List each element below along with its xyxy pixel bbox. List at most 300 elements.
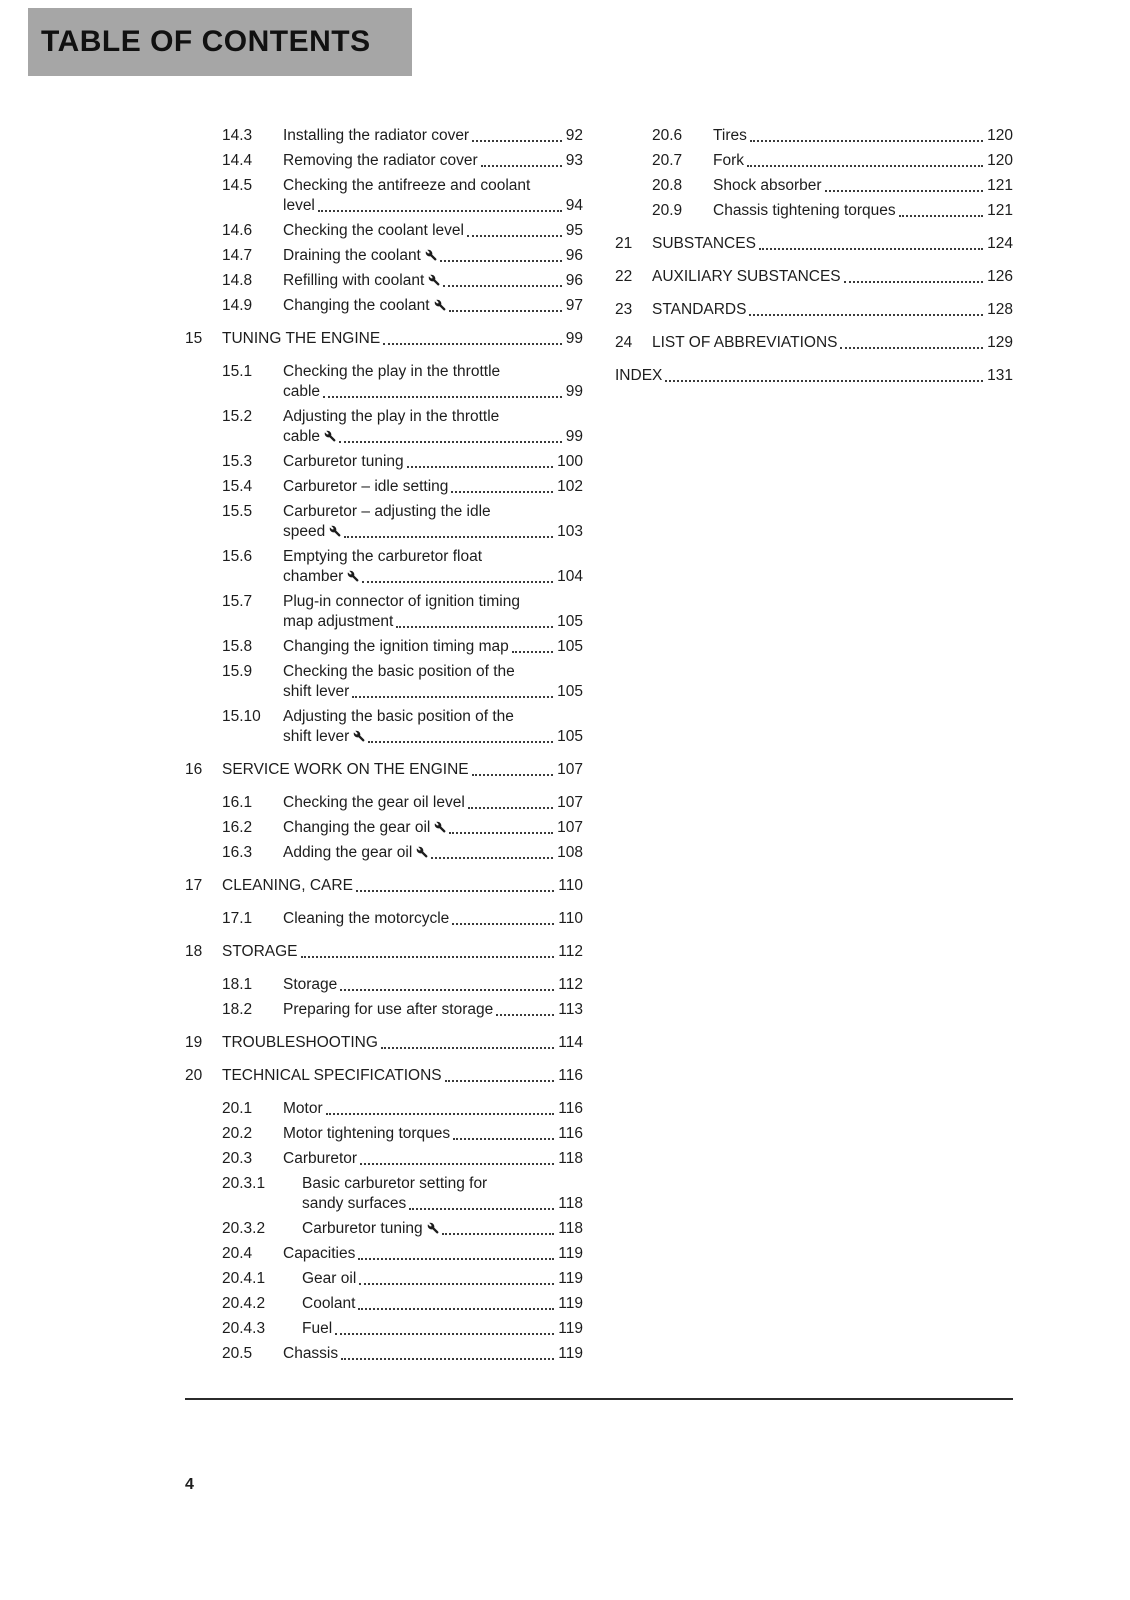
toc-entry-page: 96 [565, 247, 583, 264]
toc-entry-body [283, 126, 583, 146]
toc-entry-page: 112 [558, 943, 583, 960]
toc-entry-number: 23 [615, 301, 633, 318]
dot-leader [407, 466, 554, 468]
dot-leader [481, 165, 562, 167]
toc-entry-page: 102 [557, 478, 583, 495]
toc-entry-row [222, 502, 583, 542]
toc-entry-title: Draining the coolant [283, 246, 437, 266]
toc-entry-title-line: Checking the basic position of the [283, 663, 515, 680]
dot-leader [750, 140, 983, 142]
toc-entry-row [222, 1244, 583, 1264]
toc-entry-row [615, 366, 1013, 386]
toc-entry-title: Installing the radiator cover [283, 127, 470, 144]
toc-entry-page: 113 [558, 1001, 583, 1018]
dot-leader [440, 260, 562, 262]
toc-entry-row [222, 126, 583, 146]
toc-entry-row [222, 1319, 583, 1339]
toc-entry-row [222, 818, 583, 838]
toc-entry-body [283, 909, 583, 929]
dot-leader [449, 310, 562, 312]
toc-entry-body [222, 1033, 583, 1053]
toc-entry-title: level [283, 197, 315, 214]
toc-entry-number: 15.10 [222, 708, 261, 725]
toc-entry-title-line: Adjusting the basic position of the [283, 708, 514, 725]
toc-entry-body [283, 1000, 583, 1020]
toc-entry-row [222, 1294, 583, 1314]
toc-entry-row [652, 201, 1013, 221]
toc-entry-title-line: Basic carburetor setting for [302, 1175, 488, 1192]
toc-entry-row [222, 1174, 583, 1214]
toc-chapter-row [185, 329, 583, 349]
toc-entry-title: Changing the gear oil [283, 818, 446, 838]
toc-entry-number: 16 [185, 761, 203, 778]
dot-leader [368, 741, 553, 743]
toc-entry-title-line: Plug-in connector of ignition timing [283, 593, 520, 610]
toc-entry-body [283, 362, 583, 402]
toc-entry-body [222, 1066, 583, 1086]
toc-entry-number: 14.7 [222, 247, 253, 264]
toc-entry-body [283, 452, 583, 472]
dot-leader [472, 140, 562, 142]
toc-entry-title: Chassis [283, 1345, 339, 1362]
dot-leader [409, 1208, 554, 1210]
toc-entry-title-line: Carburetor – adjusting the idle [283, 503, 491, 520]
toc-entry-number: 15.1 [222, 363, 253, 380]
toc-entry-body [283, 221, 583, 241]
dot-leader [665, 380, 983, 382]
toc-entry-title: Checking the coolant level [283, 222, 464, 239]
toc-entry-page: 131 [987, 367, 1013, 384]
toc-entry-number: 16.3 [222, 844, 253, 861]
toc-entry-page: 96 [565, 272, 583, 289]
toc-entry-page: 114 [558, 1034, 583, 1051]
toc-entry-page: 119 [558, 1270, 583, 1287]
toc-entry-title: Tires [713, 127, 747, 144]
toc-entry-number: 14.3 [222, 127, 253, 144]
toc-entry-number: 15 [185, 330, 203, 347]
dot-leader [749, 314, 983, 316]
toc-entry-number: 19 [185, 1034, 203, 1051]
toc-entry-title: Removing the radiator cover [283, 152, 478, 169]
toc-chapter-row [185, 760, 583, 780]
toc-entry-title: cable [283, 427, 336, 447]
toc-entry-title: Gear oil [302, 1270, 357, 1287]
toc-entry-page: 116 [558, 1125, 583, 1142]
toc-entry-title: shift lever [283, 727, 365, 747]
toc-entry-title: Shock absorber [713, 177, 822, 194]
toc-entry-title: speed [283, 522, 341, 542]
toc-entry-title: STANDARDS [652, 301, 747, 318]
toc-entry-title: Refilling with coolant [283, 271, 440, 291]
toc-entry-body [713, 201, 1013, 221]
dot-leader [356, 890, 554, 892]
dot-leader [840, 347, 983, 349]
dot-leader [323, 396, 562, 398]
toc-entry-title: AUXILIARY SUBSTANCES [652, 268, 841, 285]
toc-entry-title: STORAGE [222, 943, 298, 960]
toc-entry-body [283, 407, 583, 447]
toc-entry-page: 94 [565, 197, 583, 214]
toc-entry-title: SERVICE WORK ON THE ENGINE [222, 761, 469, 778]
toc-entry-row [222, 1124, 583, 1144]
toc-entry-title-line: Checking the play in the throttle [283, 363, 501, 380]
toc-entry-row [222, 296, 583, 316]
dot-leader [340, 989, 554, 991]
dot-leader [326, 1113, 555, 1115]
toc-entry-title-line: Adjusting the play in the throttle [283, 408, 500, 425]
wrench-icon [427, 1222, 439, 1234]
toc-entry-row [222, 707, 583, 747]
toc-entry-body [222, 876, 583, 896]
dot-leader [443, 285, 561, 287]
toc-entry-row [222, 221, 583, 241]
toc-entry-row [652, 151, 1013, 171]
wrench-icon [434, 299, 446, 311]
toc-entry-number: 17 [185, 877, 203, 894]
toc-entry-body [652, 234, 1013, 254]
toc-entry-row [222, 271, 583, 291]
toc-entry-body [283, 637, 583, 657]
toc-entry-body [222, 329, 583, 349]
toc-entry-title: Carburetor tuning [302, 1219, 439, 1239]
toc-entry-page: 93 [565, 152, 583, 169]
toc-entry-body [283, 843, 583, 863]
toc-entry-page: 121 [987, 177, 1013, 194]
toc-entry-number: 14.5 [222, 177, 253, 194]
toc-entry-title: Changing the ignition timing map [283, 638, 509, 655]
toc-entry-row [222, 662, 583, 702]
toc-entry-row [222, 975, 583, 995]
toc-entry-title: cable [283, 383, 321, 400]
toc-entry-number: 17.1 [222, 910, 253, 927]
toc-entry-row [222, 909, 583, 929]
toc-entry-row [652, 126, 1013, 146]
toc-entry-page: 118 [558, 1220, 583, 1237]
toc-entry-page: 107 [557, 761, 583, 778]
toc-entry-number: 15.7 [222, 593, 253, 610]
toc-entry-body [283, 975, 583, 995]
toc-entry-title: Chassis tightening torques [713, 202, 896, 219]
dot-leader [381, 1047, 554, 1049]
toc-entry-title: CLEANING, CARE [222, 877, 353, 894]
toc-entry-title: TUNING THE ENGINE [222, 330, 381, 347]
toc-entry-row [222, 452, 583, 472]
toc-entry-number: 20.9 [652, 202, 683, 219]
toc-entry-row [652, 176, 1013, 196]
toc-entry-number: 15.4 [222, 478, 253, 495]
toc-entry-title: Changing the coolant [283, 296, 446, 316]
footer-page-number: 4 [185, 1476, 194, 1493]
toc-entry-row [222, 1000, 583, 1020]
toc-entry-number: 22 [615, 268, 633, 285]
toc-entry-page: 92 [565, 127, 583, 144]
toc-entry-body [283, 176, 583, 216]
toc-entry-body [652, 333, 1013, 353]
toc-entry-body [283, 1244, 583, 1264]
dot-leader [358, 1308, 554, 1310]
toc-entry-body [283, 502, 583, 542]
toc-entry-title: Fuel [302, 1320, 333, 1337]
toc-entry-row [222, 176, 583, 216]
dot-leader [467, 235, 562, 237]
toc-entry-body [713, 176, 1013, 196]
toc-entry-number: 15.2 [222, 408, 253, 425]
dot-leader [472, 774, 554, 776]
toc-entry-number: 20.3.1 [222, 1175, 266, 1192]
toc-column-left [185, 126, 583, 1369]
toc-entry-page: 105 [557, 683, 583, 700]
toc-entry-row [222, 547, 583, 587]
toc-entry-title: Preparing for use after storage [283, 1001, 494, 1018]
toc-entry-body [283, 296, 583, 316]
toc-entry-page: 108 [557, 844, 583, 861]
toc-entry-number: 21 [615, 235, 633, 252]
toc-entry-body [283, 271, 583, 291]
toc-entry-row [222, 151, 583, 171]
toc-entry-page: 107 [557, 794, 583, 811]
dot-leader [360, 1163, 554, 1165]
dot-leader [431, 857, 553, 859]
toc-entry-page: 116 [558, 1100, 583, 1117]
toc-entry-row [222, 246, 583, 266]
dot-leader [512, 651, 553, 653]
toc-entry-title: Carburetor – idle setting [283, 478, 449, 495]
wrench-icon [428, 274, 440, 286]
dot-leader [396, 626, 553, 628]
toc-entry-page: 119 [558, 1295, 583, 1312]
toc-entry-body [283, 592, 583, 632]
toc-entry-row [222, 362, 583, 402]
toc-entry-number: 14.9 [222, 297, 253, 314]
toc-entry-number: 15.5 [222, 503, 253, 520]
toc-entry-body [713, 126, 1013, 146]
toc-entry-title: Coolant [302, 1295, 356, 1312]
toc-entry-page: 100 [557, 453, 583, 470]
toc-entry-body [283, 547, 583, 587]
wrench-icon [434, 821, 446, 833]
toc-entry-number: 15.6 [222, 548, 253, 565]
toc-entry-page: 105 [557, 728, 583, 745]
dot-leader [383, 343, 562, 345]
toc-entry-row [222, 1099, 583, 1119]
toc-entry-number: 20.4.2 [222, 1295, 266, 1312]
toc-entry-page: 124 [987, 235, 1013, 252]
toc-entry-number: 20 [185, 1067, 203, 1084]
toc-entry-number: 20.3 [222, 1150, 253, 1167]
toc-entry-number: 15.8 [222, 638, 253, 655]
toc-entry-body [283, 246, 583, 266]
dot-leader [352, 696, 553, 698]
dot-leader [362, 581, 553, 583]
toc-entry-number: 18.1 [222, 976, 253, 993]
toc-entry-page: 99 [565, 383, 583, 400]
toc-entry-title: SUBSTANCES [652, 235, 756, 252]
dot-leader [449, 832, 553, 834]
toc-entry-page: 116 [558, 1067, 583, 1084]
toc-entry-title-line: Checking the antifreeze and coolant [283, 177, 531, 194]
toc-entry-number: 15.3 [222, 453, 253, 470]
toc-entry-title: Carburetor [283, 1150, 358, 1167]
toc-entry-body [652, 267, 1013, 287]
toc-entry-body [283, 818, 583, 838]
toc-entry-body [283, 1149, 583, 1169]
toc-entry-number: 16.1 [222, 794, 253, 811]
toc-entry-body [283, 662, 583, 702]
wrench-icon [425, 249, 437, 261]
toc-entry-page: 105 [557, 638, 583, 655]
toc-entry-number: 24 [615, 334, 633, 351]
dot-leader [301, 956, 555, 958]
dot-leader [453, 1138, 554, 1140]
toc-entry-page: 97 [565, 297, 583, 314]
toc-entry-title: Capacities [283, 1245, 356, 1262]
toc-entry-row [222, 1269, 583, 1289]
dot-leader [359, 1283, 554, 1285]
toc-chapter-row [615, 333, 1013, 353]
toc-entry-title: Fork [713, 152, 744, 169]
toc-entry-page: 99 [565, 330, 583, 347]
dot-leader [445, 1080, 555, 1082]
toc-entry-number: 20.2 [222, 1125, 253, 1142]
toc-entry-title: TROUBLESHOOTING [222, 1034, 378, 1051]
toc-chapter-row [615, 300, 1013, 320]
toc-entry-title: map adjustment [283, 613, 394, 630]
toc-entry-page: 110 [558, 910, 583, 927]
toc-entry-page: 103 [557, 523, 583, 540]
toc-entry-title: Motor tightening torques [283, 1125, 451, 1142]
dot-leader [825, 190, 984, 192]
toc-entry-body [283, 151, 583, 171]
dot-leader [844, 281, 983, 283]
wrench-icon [347, 570, 359, 582]
toc-entry-page: 104 [557, 568, 583, 585]
toc-entry-page: 121 [987, 202, 1013, 219]
toc-chapter-row [185, 876, 583, 896]
toc-entry-body [222, 942, 583, 962]
toc-entry-title: LIST OF ABBREVIATIONS [652, 334, 838, 351]
toc-entry-number: 20.1 [222, 1100, 253, 1117]
toc-chapter-row [185, 942, 583, 962]
toc-entry-page: 107 [557, 819, 583, 836]
dot-leader [451, 491, 553, 493]
wrench-icon [353, 730, 365, 742]
dot-leader [899, 215, 983, 217]
toc-entry-page: 120 [987, 127, 1013, 144]
toc-entry-number: 20.8 [652, 177, 683, 194]
toc-entry-page: 129 [987, 334, 1013, 351]
toc-entry-body [302, 1219, 583, 1239]
toc-chapter-row [615, 267, 1013, 287]
dot-leader [468, 807, 553, 809]
toc-entry-body [283, 707, 583, 747]
toc-entry-body [302, 1174, 583, 1214]
toc-entry-number: 15.9 [222, 663, 253, 680]
toc-entry-body [283, 1099, 583, 1119]
toc-entry-row [222, 592, 583, 632]
toc-column-right [615, 126, 1013, 1369]
dot-leader [344, 536, 553, 538]
toc-entry-row [222, 1149, 583, 1169]
toc-entry-title: Storage [283, 976, 338, 993]
toc-entry-page: 119 [558, 1345, 583, 1362]
toc-entry-title: sandy surfaces [302, 1195, 407, 1212]
dot-leader [318, 210, 562, 212]
toc-entry-page: 119 [558, 1320, 583, 1337]
toc-entry-number: 20.4.1 [222, 1270, 266, 1287]
toc-entry-number: 20.5 [222, 1345, 253, 1362]
toc-chapter-row [185, 1066, 583, 1086]
toc-entry-page: 95 [565, 222, 583, 239]
toc-entry-number: 20.6 [652, 127, 683, 144]
page-header-band [28, 8, 412, 76]
dot-leader [442, 1233, 555, 1235]
toc-entry-page: 99 [565, 428, 583, 445]
toc-entry-number: 14.8 [222, 272, 253, 289]
toc-entry-body [615, 366, 1013, 386]
dot-leader [759, 248, 983, 250]
toc-entry-body [302, 1269, 583, 1289]
toc-entry-number: 18 [185, 943, 203, 960]
toc-entry-row [222, 407, 583, 447]
dot-leader [339, 441, 562, 443]
toc-entry-row [222, 477, 583, 497]
footer-divider [185, 1398, 1013, 1400]
toc-entry-row [222, 793, 583, 813]
toc-entry-title: chamber [283, 567, 359, 587]
page-title: TABLE OF CONTENTS [41, 25, 371, 58]
toc-entry-number: 14.6 [222, 222, 253, 239]
dot-leader [358, 1258, 554, 1260]
toc-chapter-row [185, 1033, 583, 1053]
wrench-icon [329, 525, 341, 537]
wrench-icon [324, 430, 336, 442]
toc-entry-body [283, 1344, 583, 1364]
toc-entry-number: 20.4.3 [222, 1320, 266, 1337]
toc-entry-title: Adding the gear oil [283, 843, 428, 863]
toc-entry-title: Motor [283, 1100, 323, 1117]
toc-entry-page: 118 [558, 1195, 583, 1212]
toc-entry-body [302, 1319, 583, 1339]
toc-entry-body [713, 151, 1013, 171]
toc-entry-number: 16.2 [222, 819, 253, 836]
toc-entry-number: 20.4 [222, 1245, 253, 1262]
toc-entry-page: 119 [558, 1245, 583, 1262]
dot-leader [452, 923, 554, 925]
toc-entry-title: INDEX [615, 367, 663, 384]
toc-entry-title: Checking the gear oil level [283, 794, 465, 811]
toc-entry-page: 110 [558, 877, 583, 894]
wrench-icon [416, 846, 428, 858]
toc-entry-page: 118 [558, 1150, 583, 1167]
dot-leader [747, 165, 983, 167]
toc-entry-title: TECHNICAL SPECIFICATIONS [222, 1067, 442, 1084]
toc-entry-body [222, 760, 583, 780]
toc-entry-row [222, 1219, 583, 1239]
toc-entry-body [283, 793, 583, 813]
toc-entry-title-line: Emptying the carburetor float [283, 548, 483, 565]
toc-chapter-row [615, 234, 1013, 254]
toc-entry-body [283, 477, 583, 497]
toc-entry-number: 14.4 [222, 152, 253, 169]
toc-entry-title: Cleaning the motorcycle [283, 910, 450, 927]
toc-entry-page: 112 [558, 976, 583, 993]
toc-entry-body [652, 300, 1013, 320]
dot-leader [341, 1358, 554, 1360]
toc-entry-page: 105 [557, 613, 583, 630]
toc-content [185, 126, 1013, 1369]
toc-entry-row [222, 1344, 583, 1364]
toc-entry-number: 18.2 [222, 1001, 253, 1018]
